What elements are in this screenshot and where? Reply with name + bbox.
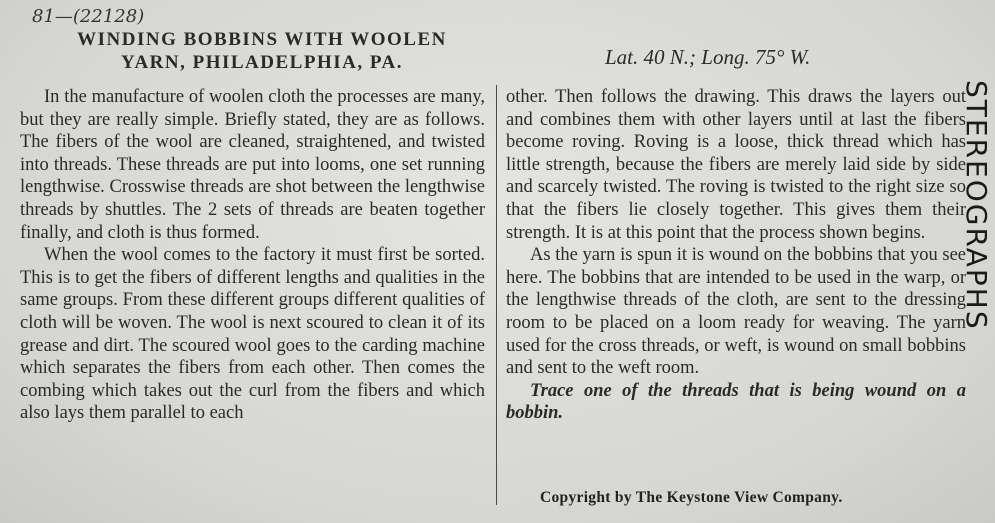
left-paragraph-2: When the wool comes to the factory it must first be sorted. This is to get the fibers of different lengths and qualities in the same groups. From these different groups different qualities of cloth will be woven. The wool is next scoured to clean it of its grease and dirt. The scoured wool goes to the carding machine which separates the fibers from each other. Then comes the combing which takes out the curl from the fibers and which also lays them parallel to each bbox=[20, 245, 485, 424]
title-line-2: YARN, PHILADELPHIA, PA. bbox=[120, 52, 404, 73]
title-line-1: WINDING BOBBINS WITH WOOLEN bbox=[77, 29, 447, 50]
caption: Trace one of the threads that is being wound on a bobbin. bbox=[506, 380, 966, 424]
left-paragraph-1: In the manufacture of woolen cloth the processes are many, but they are really simple. Briefly stated, they are as follows. The fibers of the wool are cleaned, straightened, and twisted into threads. These threads are put into looms, one set running lengthwise. Crosswise threads are shot between the lengthwise threads by shuttles. The 2 sets of threads are beaten together finally, and cloth is thus formed. bbox=[20, 87, 485, 243]
left-column bbox=[20, 86, 485, 425]
right-column bbox=[506, 86, 966, 425]
column-divider bbox=[496, 85, 497, 505]
right-paragraph-2: As the yarn is spun it is wound on the bobbins that you see here. The bobbins that are intended to be used in the warp, or the lengthwise threads of the cloth, are sent to the dressing room to be placed on a loom ready for weaving. The yarn used for the cross threads, or weft, is wound on small bobbins and sent to the weft room. bbox=[506, 245, 966, 379]
copyright-line: Copyright by The Keystone View Company. bbox=[540, 489, 843, 506]
lat-long: Lat. 40 N.; Long. 75° W. bbox=[605, 45, 811, 69]
right-paragraph-1: other. Then follows the drawing. This draws the layers out and combines them with other layers until at last the fibers become roving. Roving is a loose, thick thread which has little strength, because the fibers are merely laid side by side and scarcely twisted. The roving is twisted to the right size so that the fibers lie closely together. This gives them their strength. It is at this point that the process shown begins. bbox=[506, 87, 966, 243]
page-title bbox=[32, 28, 492, 74]
card-id: 81—(22128) bbox=[32, 6, 145, 27]
margin-stamp: STEREOGRAPHS bbox=[960, 80, 993, 331]
